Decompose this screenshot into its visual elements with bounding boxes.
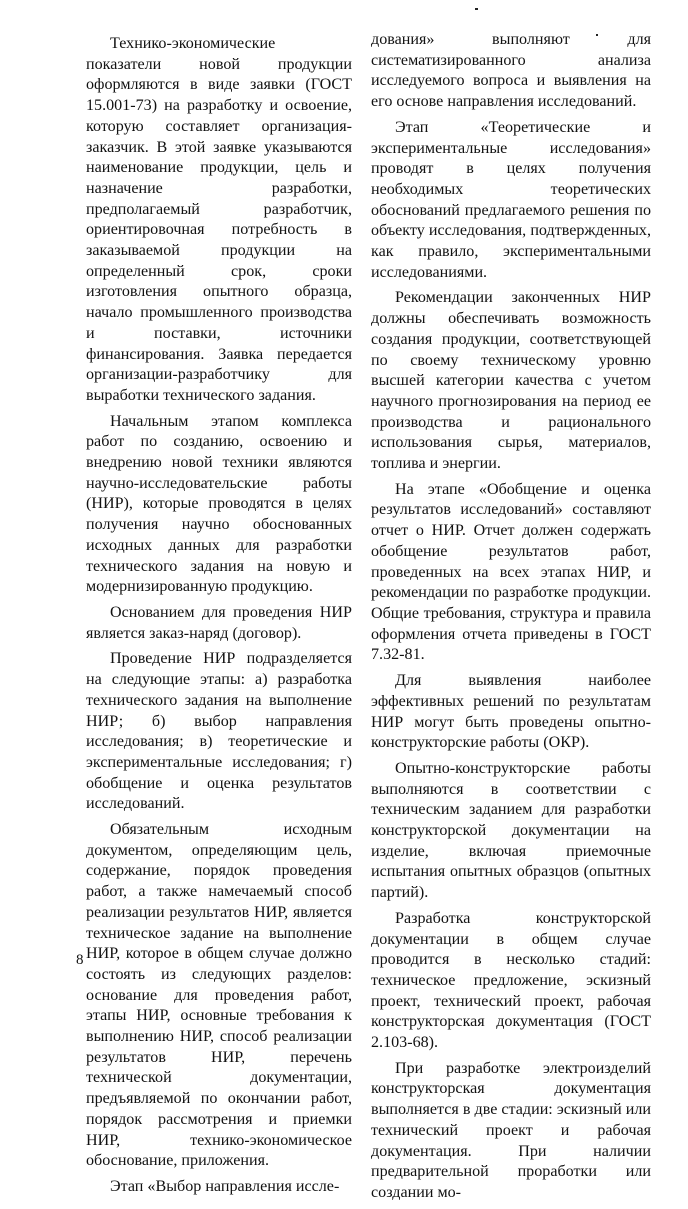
left-column bbox=[86, 34, 352, 1203]
right-column bbox=[371, 30, 651, 1209]
paragraph-9: На этапе «Обобщение и оценка результатов исследований» составляют отчет о НИР. Отчет должен содержать обобщение результатов работ, проведенных на всех этапах НИР, и рекомендации по разработке продукции. Общие требования, структура и правила оформления отчета приведены в ГОСТ 7.32-81. bbox=[371, 480, 651, 664]
paragraph-1: Технико-экономические показатели новой продукции оформляются в виде заявки (ГОСТ 15.001-73) на разработку и освоение, которую составляет организация-заказчик. В этой заявке указываются наименование продукции, цель и назначение разработки, предполагаемый разработчик, ориентировочная потребность в заказываемой продукции на определенный срок, сроки изготовления опытного образца, начало промышленного производства и поставки, источники финансирования. Заявка передается организации-разработчику для выработки технического задания. bbox=[86, 35, 352, 404]
paragraph-12: Разработка конструкторской документации в общем случае проводится в несколько стадий: техническое предложение, эскизный проект, технический проект, рабочая конструкторская документация (ГОСТ 2.103-68). bbox=[371, 909, 651, 1052]
paragraph-continuation: дования» выполняют для систематизированного анализа исследуемого вопроса и выявления на его основе направления исследований. bbox=[371, 31, 651, 111]
page-number: 8 bbox=[76, 952, 84, 968]
paragraph-2: Начальным этапом комплекса работ по созданию, освоению и внедрению новой техники являются научно-исследовательские работы (НИР), которые проводятся в целях получения научно обоснованных исходных данных для разработки технического задания на новую и модернизированную продукцию. bbox=[86, 412, 352, 596]
paragraph-11: Опытно-конструкторские работы выполняются в соответствии с техническим заданием для разработки конструкторской документации на изделие, включая приемочные испытания опытных образцов (опытных партий). bbox=[371, 759, 651, 902]
paragraph-10: Для выявления наиболее эффективных решений по результатам НИР могут быть проведены опытно-конструкторские работы (ОКР). bbox=[371, 672, 651, 752]
paragraph-7: Этап «Теоретические и экспериментальные исследования» проводят в целях получения необходимых теоретических обоснований предлагаемого решения по объекту исследования, подтвержденных, как правило, экспериментальными исследованиями. bbox=[371, 118, 651, 281]
scan-speck-top bbox=[475, 8, 478, 10]
paragraph-3: Основанием для проведения НИР является заказ-наряд (договор). bbox=[86, 603, 352, 642]
paragraph-8: Рекомендации законченных НИР должны обеспечивать возможность создания продукции, соответствующей по своему техническому уровню высшей категории качества с учетом научного прогнозирования на период ее производства и рационального использования сырья, материалов, топлива и энергии. bbox=[371, 289, 651, 473]
paragraph-4: Проведение НИР подразделяется на следующие этапы: а) разработка технического задания на выполнение НИР; б) выбор направления исследования; в) теоретические и экспериментальные исследования; г) обобщение и оценка результатов исследований. bbox=[86, 650, 352, 813]
paragraph-5: Обязательным исходным документом, определяющим цель, содержание, порядок проведения работ, а также намечаемый способ реализации результатов НИР, является техническое задание на выполнение НИР, которое в общем случае должно состоять из следующих разделов: основание для проведения работ, этапы НИР, основные требования к выполнению НИР, способ реализации результатов НИР, перечень технической документации, предъявляемой по окончании работ, порядок рассмотрения и приемки НИР, технико-экономическое обоснование, приложения. bbox=[86, 821, 352, 1170]
paragraph-6: Этап «Выбор направления иссле- bbox=[110, 1177, 340, 1195]
paragraph-13: При разработке электроизделий конструкторская документация выполняется в две стадии: эскизный или технический проект и рабочая документация. При наличии предварительной проработки или создании мо- bbox=[371, 1059, 651, 1201]
